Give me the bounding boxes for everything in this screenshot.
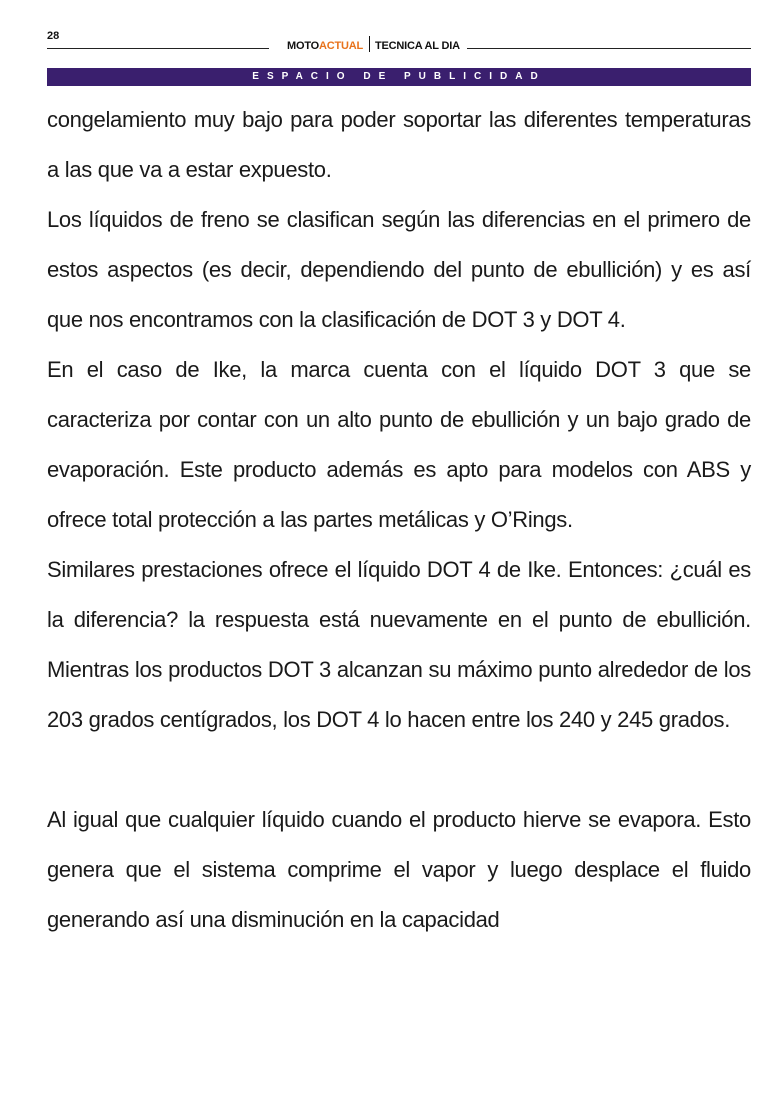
page-header xyxy=(47,28,751,52)
paragraph: congelamiento muy bajo para poder soportar las diferentes temperaturas a las que va a estar expuesto. xyxy=(47,107,751,182)
header-rule-left xyxy=(47,48,269,49)
magazine-title xyxy=(287,36,460,52)
paragraph: Los líquidos de freno se clasifican según las diferencias en el primero de estos aspectos (es decir, dependiendo del punto de ebullición) y es así que nos encontramos con la clasificación de DOT 3 y DOT 4. xyxy=(47,207,751,332)
magazine-name-actual: ACTUAL xyxy=(319,40,364,52)
ad-banner: ESPACIO DE PUBLICIDAD xyxy=(47,68,751,86)
header-separator xyxy=(369,36,370,52)
article-body xyxy=(47,95,751,945)
paragraph: Al igual que cualquier líquido cuando el producto hierve se evapora. Esto genera que el sistema comprime el vapor y luego desplace el fluido generando así una disminución en la capacidad xyxy=(47,807,751,932)
paragraph: En el caso de Ike, la marca cuenta con el líquido DOT 3 que se caracteriza por contar con un alto punto de ebullición y un bajo grado de evaporación. Este producto además es apto para modelos con ABS y ofrece total protección a las partes metálicas y O’Rings. xyxy=(47,357,751,532)
section-title: TECNICA AL DIA xyxy=(375,40,460,52)
page-number: 28 xyxy=(47,30,60,42)
header-rule-right xyxy=(467,48,751,49)
paragraph: Similares prestaciones ofrece el líquido DOT 4 de Ike. Entonces: ¿cuál es la diferencia? la respuesta está nuevamente en el punto de ebullición. Mientras los productos DOT 3 alcanzan su máximo punto alrededor de los 203 grados centígrados, los DOT 4 lo hacen entre los 240 y 245 grados. xyxy=(47,557,751,732)
magazine-name-moto: MOTO xyxy=(287,40,319,52)
